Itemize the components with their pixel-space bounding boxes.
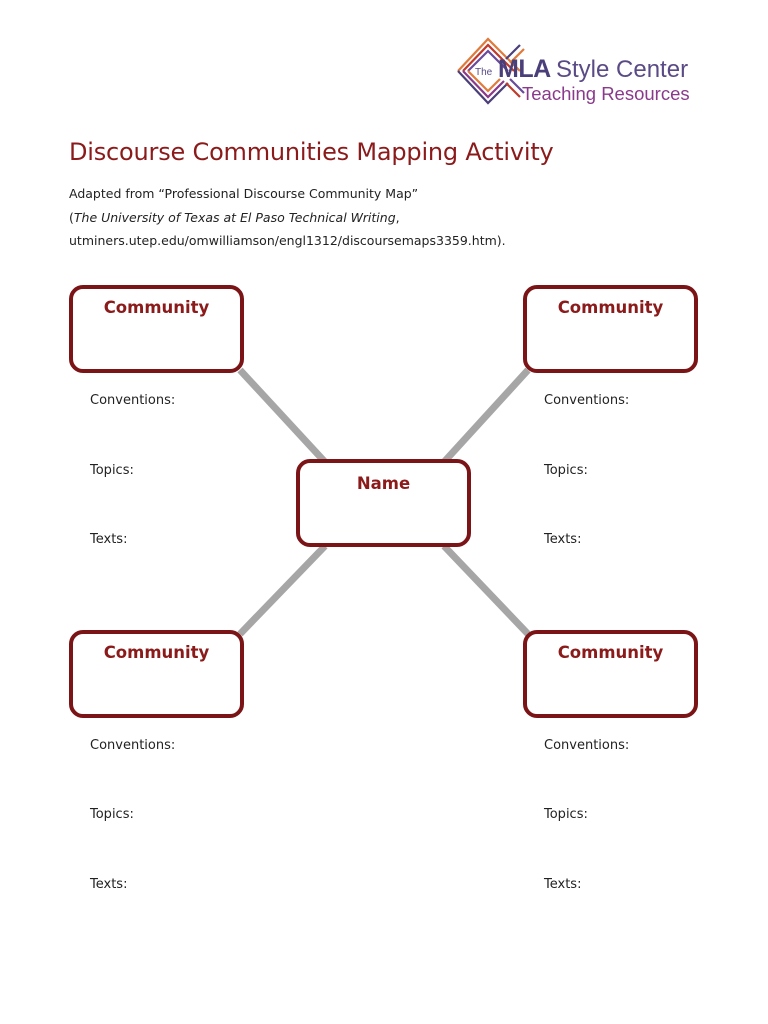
connector-top-right <box>444 370 528 462</box>
topics-label: Topics: <box>90 807 134 822</box>
conventions-label: Conventions: <box>544 393 630 408</box>
logo-style-center: Style Center <box>556 56 689 83</box>
topics-label: Topics: <box>544 463 588 478</box>
connector-bottom-right <box>444 546 528 634</box>
logo-the: The <box>475 67 493 78</box>
connector-bottom-left <box>240 546 325 634</box>
topics-label: Topics: <box>544 807 588 822</box>
logo-teaching-resources: Teaching Resources <box>522 83 690 104</box>
texts-label: Texts: <box>90 532 128 547</box>
center-name-box[interactable] <box>296 459 471 547</box>
community-label: Community <box>557 643 664 662</box>
source-url: utminers.utep.edu/omwilliamson/engl1312/discoursemaps3359.htm). <box>69 233 506 248</box>
source-line-1: Adapted from “Professional Discourse Community Map” <box>69 186 419 201</box>
page-title: Discourse Communities Mapping Activity <box>69 138 554 166</box>
community-box-top-right[interactable] <box>523 285 698 373</box>
conventions-label: Conventions: <box>544 738 630 753</box>
conventions-label: Conventions: <box>90 393 176 408</box>
community-label: Community <box>103 643 210 662</box>
source-line-2: (The University of Texas at El Paso Technical Writing, <box>69 209 400 225</box>
center-name-label: Name <box>356 474 411 493</box>
community-box-top-left[interactable] <box>69 285 244 373</box>
texts-label: Texts: <box>544 877 582 892</box>
community-box-bottom-right[interactable] <box>523 630 698 718</box>
community-label: Community <box>103 298 210 317</box>
texts-label: Texts: <box>90 877 128 892</box>
topics-label: Topics: <box>90 463 134 478</box>
texts-label: Texts: <box>544 532 582 547</box>
logo-mla: MLA <box>498 55 551 83</box>
community-box-bottom-left[interactable] <box>69 630 244 718</box>
conventions-label: Conventions: <box>90 738 176 753</box>
community-label: Community <box>557 298 664 317</box>
source-publication: The University of Texas at El Paso Technical Writing <box>73 209 396 225</box>
connector-top-left <box>240 370 325 462</box>
